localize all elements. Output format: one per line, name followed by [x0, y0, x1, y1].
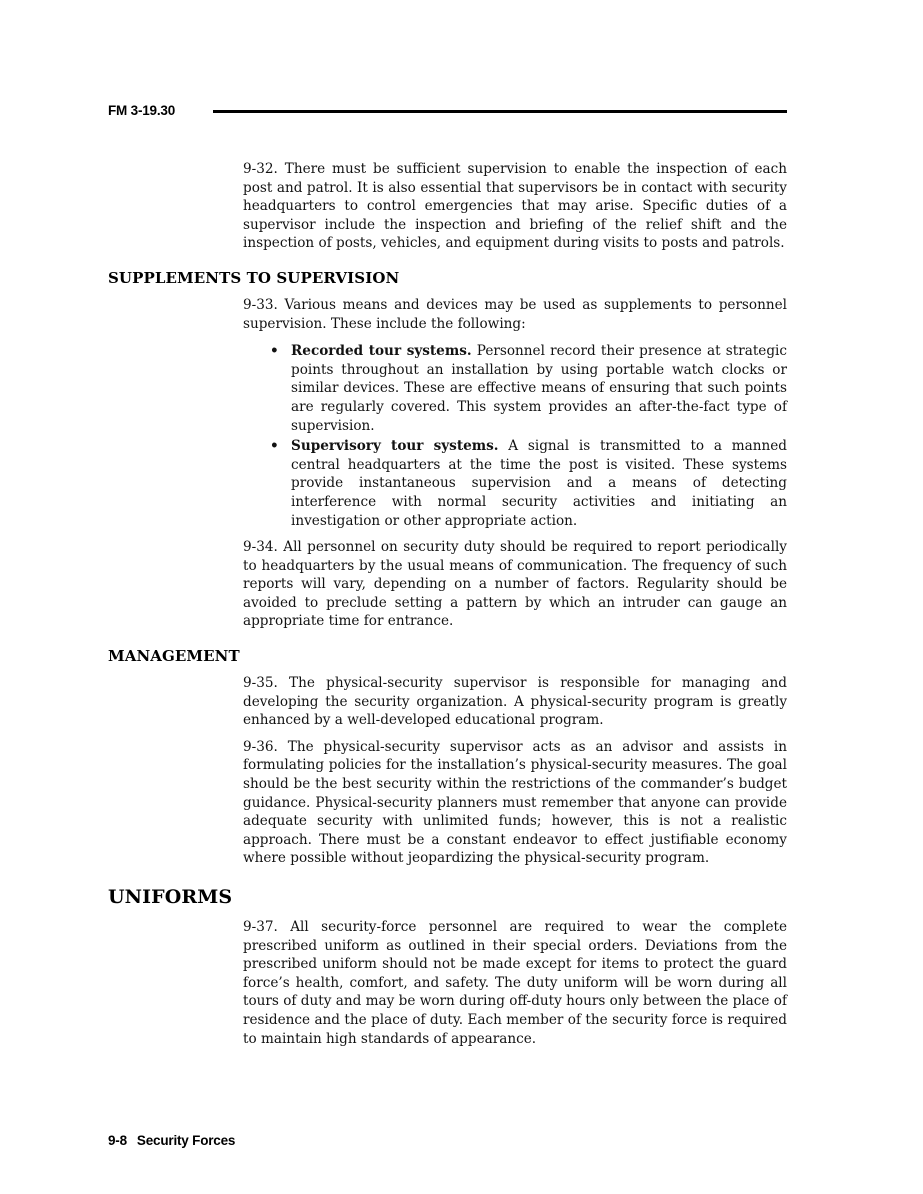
paragraph-9-34: 9-34. All personnel on security duty should be required to report periodically to headquarters by the usual means of communication. The frequency of such reports will vary, depending on a number of factors. Regularity should be avoided to preclude setting a pattern by which an intruder can gauge an appropriate time for entrance.	[243, 539, 787, 630]
bullet-icon: •	[270, 343, 279, 360]
paragraph-9-37: 9-37. All security-force personnel are required to wear the complete prescribed uniform as outlined in their special orders. Deviations from the prescribed uniform should not be made except for items to protect the guard force’s health, comfort, and safety. The duty uniform will be worn during all tours of duty and may be worn during off-duty hours only between the place of residence and the place of duty. Each member of the security force is required to maintain high standards of appearance.	[243, 919, 787, 1047]
paragraph-9-35: 9-35. The physical-security supervisor is responsible for managing and developing the security organization. A physical-security program is greatly enhanced by a well-developed educational program.	[243, 675, 787, 729]
footer-chapter-label: Security Forces	[136, 1133, 236, 1148]
list-item-recorded-tour-systems	[243, 342, 787, 435]
section-heading-supplements-to-supervision: SUPPLEMENTS TO SUPERVISION	[108, 268, 400, 287]
list-item-term: Supervisory tour systems.	[291, 438, 499, 455]
list-item-term: Recorded tour systems.	[291, 343, 472, 360]
list-item-text: Personnel record their presence at strategic points throughout an installation by using portable watch clocks or similar devices. These are effective means of ensuring that such points are regularly covered. This system provides an after-the-fact type of supervision.	[291, 343, 787, 434]
paragraph-9-33: 9-33. Various means and devices may be used as supplements to personnel supervision. These include the following:	[243, 296, 787, 332]
page-footer	[108, 1133, 235, 1148]
doc-id: FM 3-19.30	[108, 103, 176, 118]
section-heading-management: MANAGEMENT	[108, 647, 240, 666]
bullet-icon: •	[270, 438, 279, 455]
supplements-bullet-list	[243, 342, 787, 530]
paragraph-9-32: 9-32. There must be sufficient supervision to enable the inspection of each post and patrol. It is also essential that supervisors be in contact with security headquarters to control emergencies that may arise. Specific duties of a supervisor include the inspection and briefing of the relief shift and the inspection of posts, vehicles, and equipment during visits to posts and patrols.	[243, 161, 787, 252]
section-heading-uniforms: UNIFORMS	[108, 886, 233, 908]
paragraph-9-36: 9-36. The physical-security supervisor acts as an advisor and assists in formulating policies for the installation’s physical-security measures. The goal should be the best security within the restrictions of the commander’s budget guidance. Physical-security planners must remember that anyone can provide adequate security with unlimited funds; however, this is not a realistic approach. There must be a constant endeavor to effect justifiable economy where possible without jeopardizing the physical-security program.	[243, 738, 787, 867]
page-content	[108, 0, 787, 1048]
list-item-text: A signal is transmitted to a manned central headquarters at the time the post is visited. These systems provide instantaneous supervision and a means of detecting interference with normal security activities and initiating an investigation or other appropriate action.	[291, 438, 787, 529]
list-item-supervisory-tour-systems	[243, 437, 787, 530]
footer-page-number: 9-8	[108, 1133, 127, 1148]
